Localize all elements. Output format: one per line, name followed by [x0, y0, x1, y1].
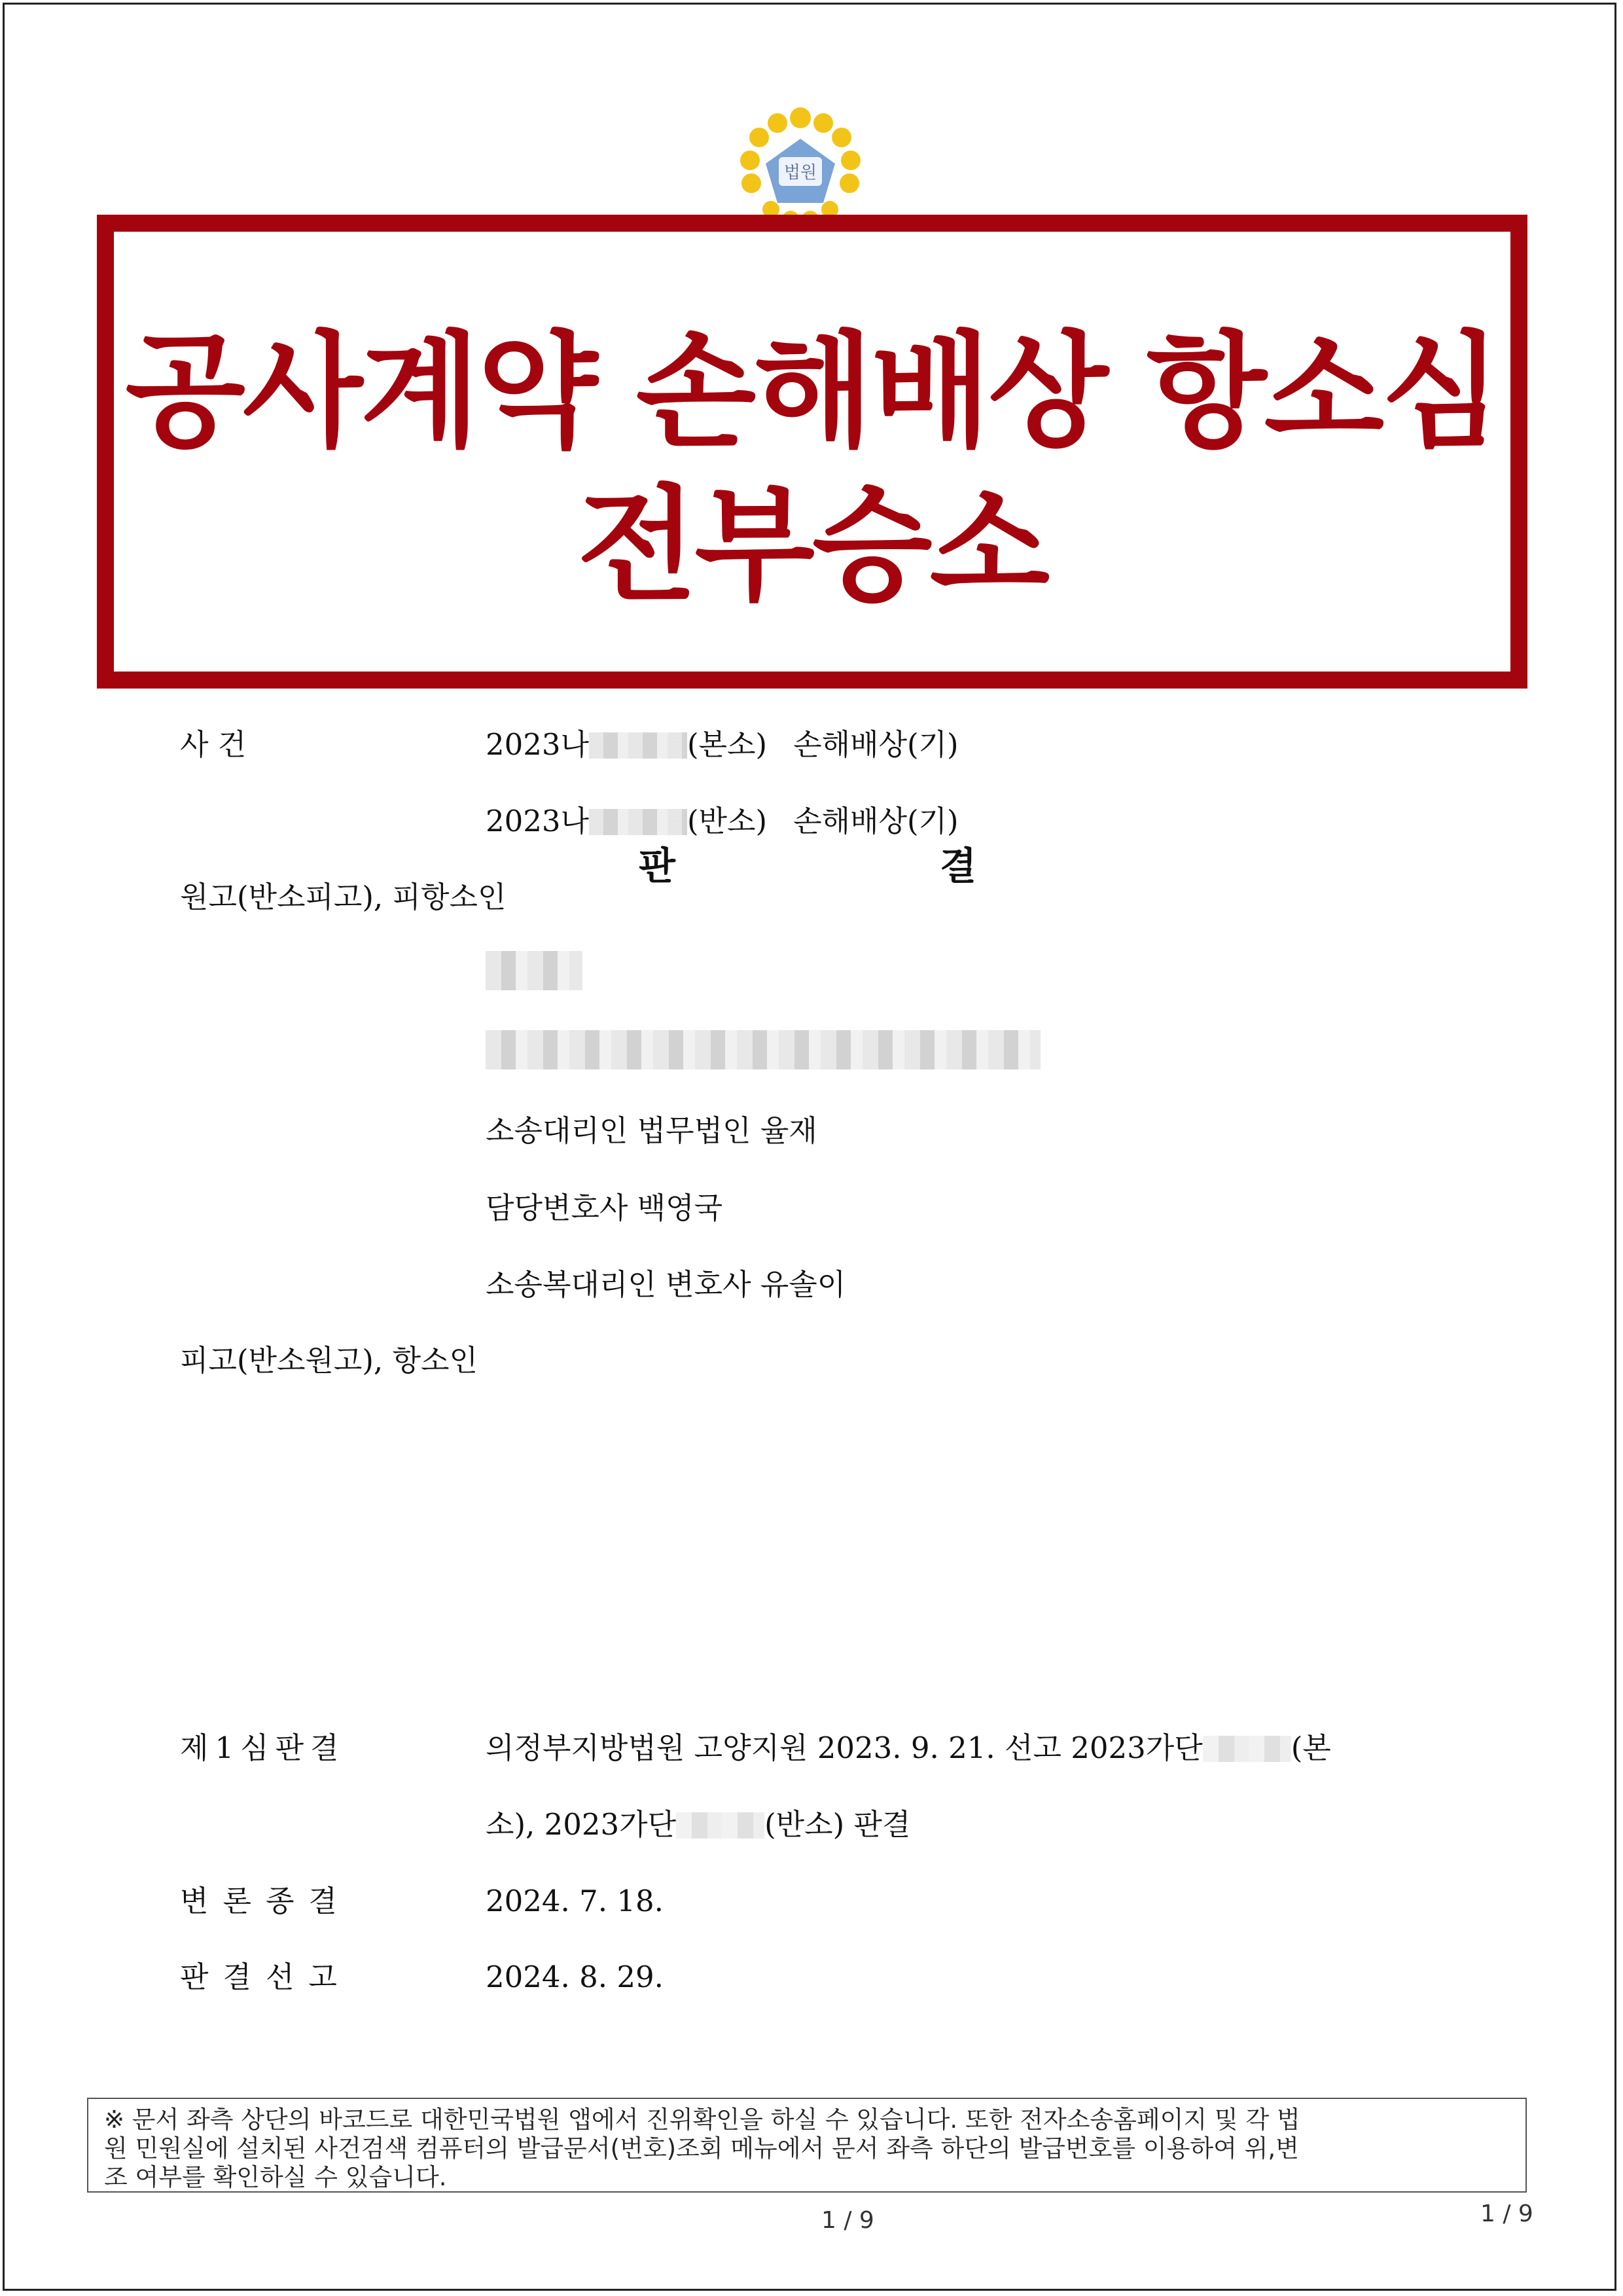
redacted-plaintiff-name	[486, 951, 582, 990]
banner-title-line2: 전부승소	[577, 473, 1048, 618]
redacted-case-number	[676, 1812, 764, 1839]
notice-line-3: 조 여부를 확인하실 수 있습니다.	[104, 2163, 447, 2191]
first-instance-line2-b: (반소) 판결	[764, 1807, 911, 1842]
closing-argument-label: 변론종결	[180, 1884, 351, 1918]
redacted-case-number	[589, 732, 687, 759]
plaintiff-label: 원고(반소피고), 피항소인	[180, 880, 507, 914]
judgment-date-label: 판결선고	[180, 1960, 351, 1994]
first-instance-line2	[486, 1807, 911, 1842]
emblem-text: 법원	[783, 163, 817, 183]
first-instance-line1-b: (본	[1291, 1731, 1331, 1765]
judgment-date-value: 2024. 8. 29.	[486, 1960, 664, 1994]
page-number-right: 1 / 9	[1480, 2200, 1533, 2227]
case-counter-suffix: (반소)	[687, 804, 768, 838]
case-main-suffix: (본소)	[687, 727, 768, 762]
case-counter-prefix: 2023나	[486, 804, 589, 838]
verification-notice	[87, 2098, 1527, 2193]
redacted-case-number	[1203, 1736, 1291, 1762]
first-instance-line2-a: 소), 2023가단	[486, 1807, 677, 1842]
notice-line-1: ※ 문서 좌측 상단의 바코드로 대한민국법원 앱에서 진위확인을 하실 수 있습니다. 또한 전자소송홈페이지 및 각 법	[104, 2106, 1300, 2134]
defendant-label: 피고(반소원고), 항소인	[180, 1343, 478, 1378]
plaintiff-representative-3: 소송복대리인 변호사 유솔이	[486, 1267, 846, 1302]
case-counter-type: 손해배상(기)	[793, 804, 959, 838]
first-instance-line1	[486, 1733, 1331, 1763]
plaintiff-representative-1: 소송대리인 법무법인 율재	[486, 1113, 817, 1148]
case-counter	[486, 806, 959, 836]
notice-line-2: 원 민원실에 설치된 사건검색 컴퓨터의 발급문서(번호)조회 메뉴에서 문서 좌측 하단의 발급번호를 이용하여 위,변	[104, 2134, 1299, 2162]
closing-argument-date: 2024. 7. 18.	[486, 1884, 664, 1918]
document-title-right: 결	[940, 844, 977, 888]
first-instance-label: 제1심판결	[180, 1731, 346, 1765]
page-number-center: 1 / 9	[821, 2207, 874, 2234]
redacted-plaintiff-address	[486, 1030, 1041, 1069]
first-instance-line1-a: 의정부지방법원 고양지원 2023. 9. 21. 선고 2023가단	[486, 1731, 1203, 1765]
case-label: 사 건	[180, 727, 247, 762]
banner-title-line1: 공사계약 손해배상 항소심	[125, 319, 1499, 464]
plaintiff-representative-2: 담당변호사 백영국	[486, 1191, 723, 1225]
case-main-prefix: 2023나	[486, 727, 589, 762]
redacted-case-number	[589, 809, 687, 835]
document-title-left: 판	[639, 844, 676, 888]
case-main	[486, 727, 959, 762]
case-main-type: 손해배상(기)	[793, 727, 959, 762]
